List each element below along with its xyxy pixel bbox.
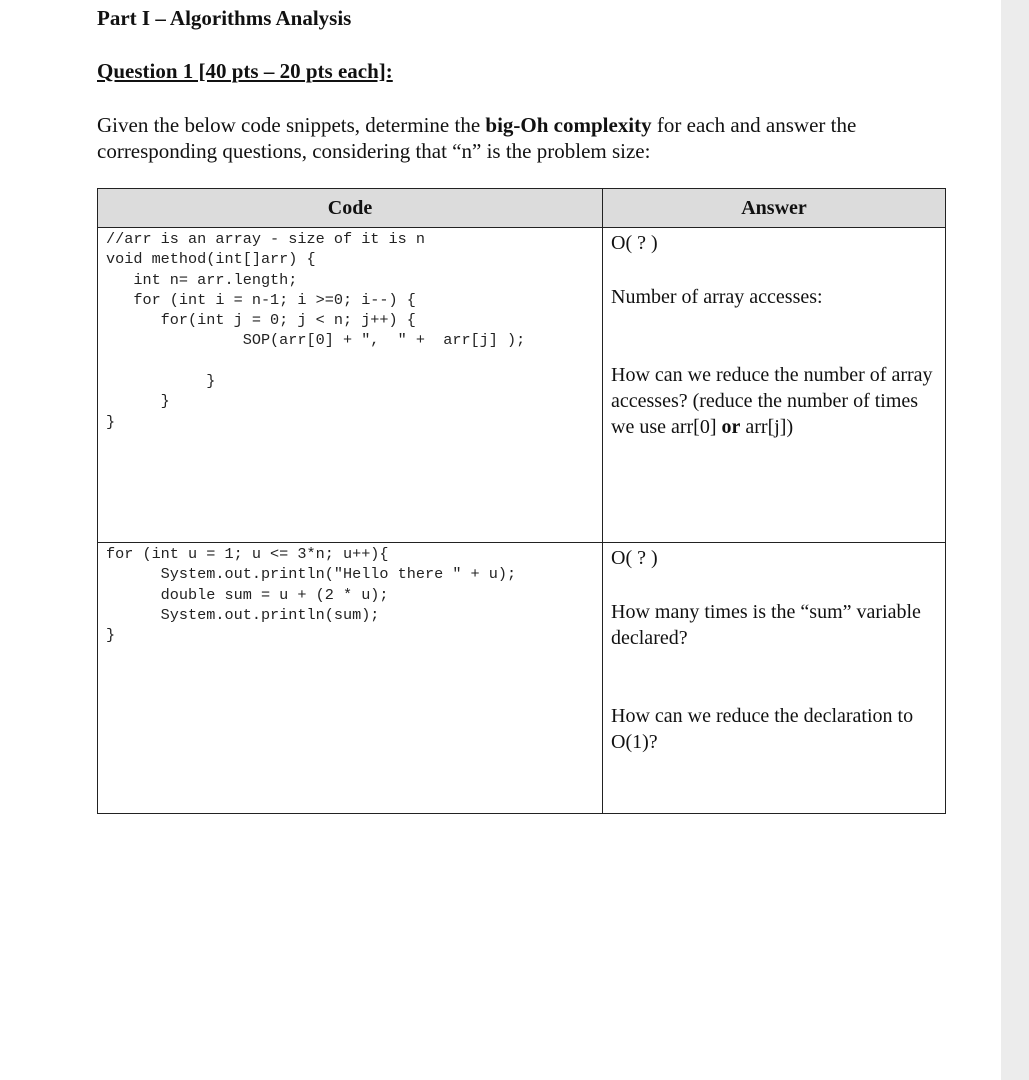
intro-text-before: Given the below code snippets, determine the — [97, 113, 486, 137]
code-cell-1 — [98, 228, 603, 543]
intro-bold-text: big-Oh complexity — [485, 113, 652, 137]
answer-cell-2 — [603, 543, 946, 814]
code-cell-2 — [98, 543, 603, 814]
table-row — [98, 228, 946, 543]
table-row — [98, 543, 946, 814]
part-title: Part I – Algorithms Analysis — [97, 6, 352, 30]
table-header-row — [98, 189, 946, 228]
intro-paragraph — [97, 112, 927, 164]
array-accesses-question: Number of array accesses: — [611, 286, 823, 308]
reduce-accesses-question — [611, 362, 945, 440]
code-snippet-1: //arr is an array - size of it is n void method(int[]arr) { int n= arr.length; for (int i = n-1; i >=0; i--) { for(int j = 0; j < n; j++) { SOP(arr[0] + ", " + arr[j] ); } } } — [106, 230, 526, 431]
header-answer: Answer — [603, 189, 946, 228]
reduce-declaration-question: How can we reduce the declaration to O(1)? — [611, 705, 914, 753]
intro-text-after: for each and answer the corresponding questions, considering that “n” is the problem size: — [97, 113, 857, 163]
complexity-answer-1: O( ? ) — [611, 232, 658, 254]
code-snippet-2: for (int u = 1; u <= 3*n; u++){ System.out.println("Hello there " + u); double sum = u + (2 * u); System.out.println(sum); } — [106, 545, 517, 645]
header-code: Code — [98, 189, 603, 228]
complexity-answer-2: O( ? ) — [611, 547, 658, 569]
reduce-accesses-text-2: arr[j]) — [740, 416, 794, 438]
answer-cell-1 — [603, 228, 946, 543]
reduce-accesses-text-1: How can we reduce the number of array accesses? (reduce the number of times we use arr[0] — [611, 364, 933, 438]
question-title: Question 1 [40 pts – 20 pts each]: — [97, 59, 393, 83]
sum-declared-question: How many times is the “sum” variable declared? — [611, 601, 921, 649]
question-table — [97, 188, 946, 814]
reduce-accesses-bold: or — [721, 416, 741, 438]
